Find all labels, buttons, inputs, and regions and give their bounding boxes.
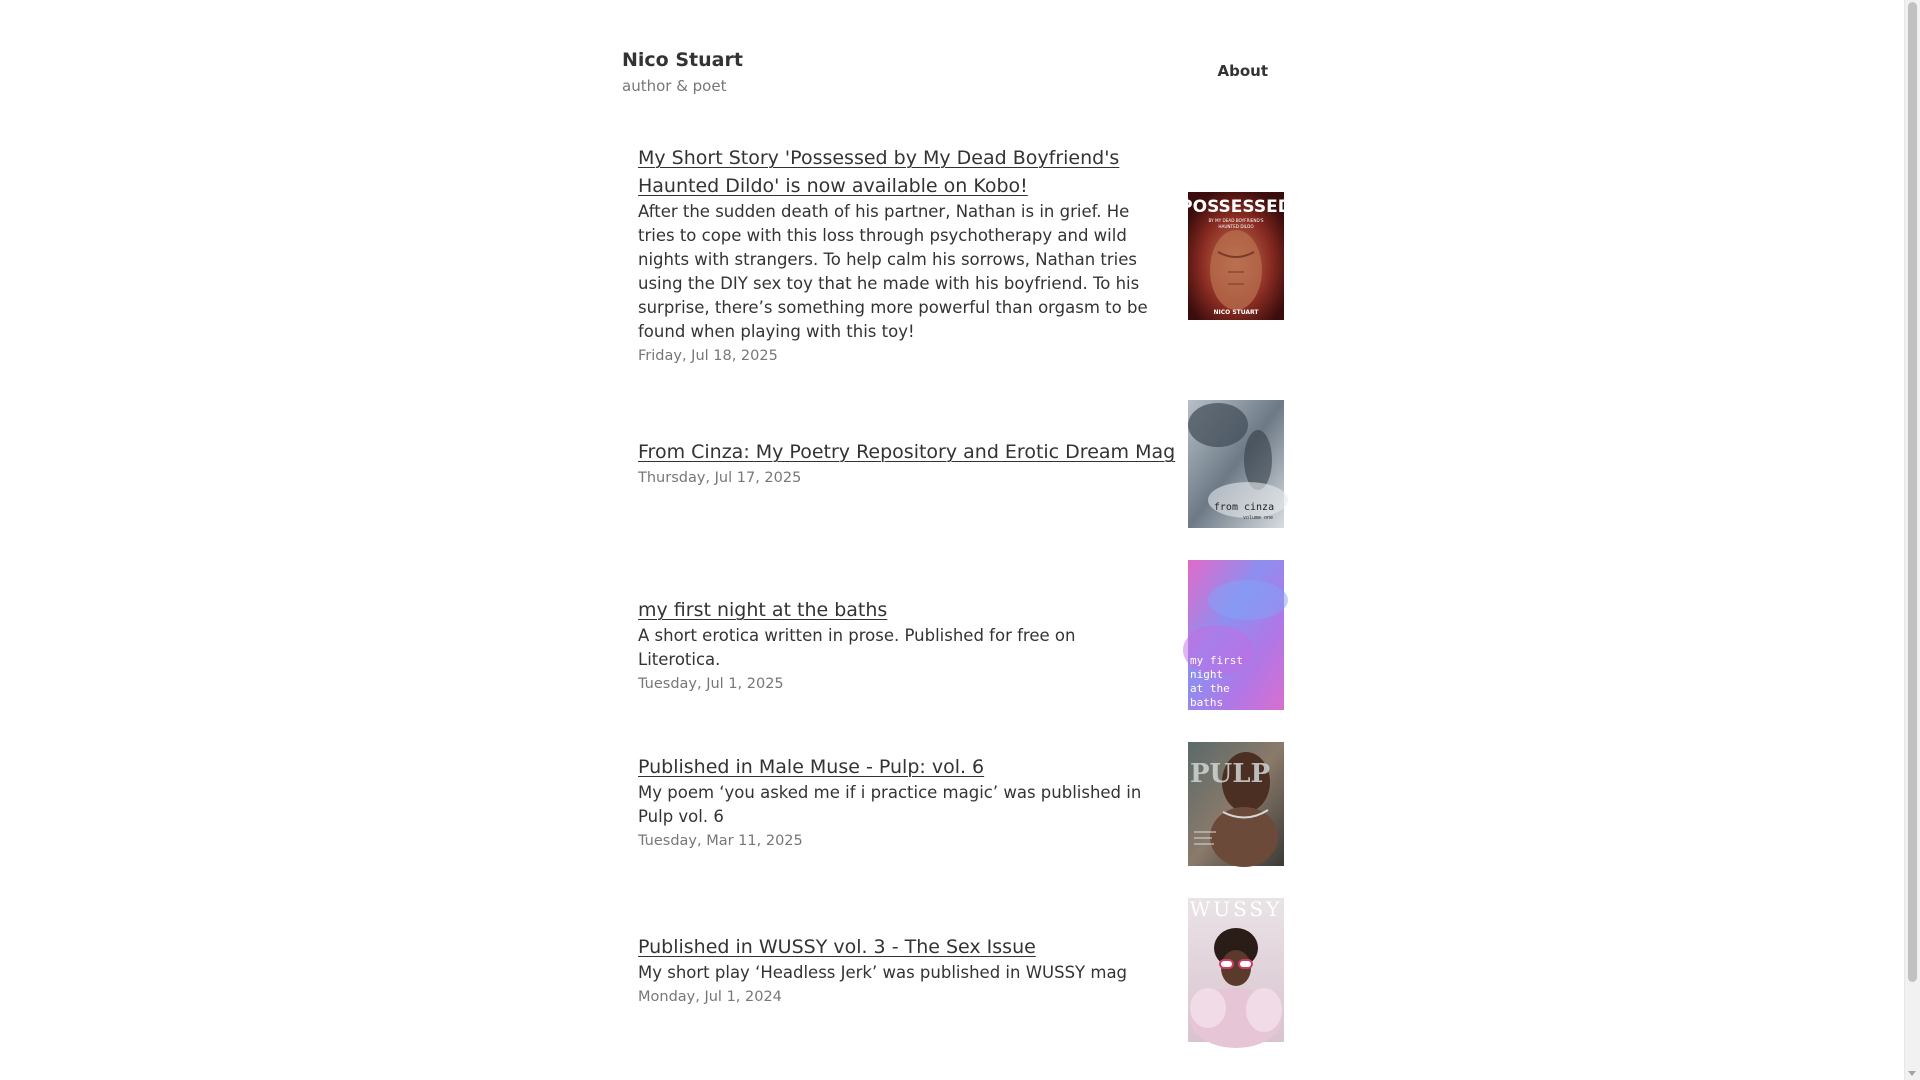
site-title[interactable]: Nico Stuart	[622, 49, 743, 71]
post-thumbnail[interactable]	[1188, 898, 1284, 1042]
cover-headline: from cinza	[1213, 502, 1275, 513]
cover-from-cinza-image	[1188, 400, 1284, 528]
cover-line: night	[1190, 668, 1224, 681]
post-item	[638, 742, 1271, 866]
post-title-link[interactable]: My Short Story 'Possessed by My Dead Boyfriend's Haunted Dildo' is now available on Kobo!	[638, 147, 1120, 197]
post-excerpt: After the sudden death of his partner, Nathan is in grief. He tries to cope with this loss through psychotherapy and wild nights with strangers. To help calm his sorrows, Nathan tries using the DIY sex toy that he made with his boyfriend. To his surprise, there’s something more powerful than orgasm to be found when playing with this toy!	[638, 202, 1148, 341]
svg-text:HAUNTED DILDO: HAUNTED DILDO	[1218, 224, 1254, 229]
cover-headline: WUSSY	[1189, 897, 1283, 921]
post-item	[638, 400, 1275, 528]
cover-author: NICO STUART	[1213, 309, 1259, 316]
cover-headline: POSSESSED	[1180, 197, 1292, 217]
post-text	[638, 753, 1158, 852]
post-item	[638, 144, 1292, 374]
site-header	[622, 0, 1268, 140]
post-date: Monday, Jul 1, 2024	[638, 989, 782, 1005]
cover-wussy-image	[1188, 898, 1284, 1042]
post-excerpt: My short play ‘Headless Jerk’ was published in WUSSY mag	[638, 963, 1128, 982]
cover-line: my first	[1190, 654, 1243, 667]
cover-first-night-image	[1188, 560, 1284, 710]
post-thumbnail[interactable]	[1188, 560, 1284, 710]
post-date: Friday, Jul 18, 2025	[638, 348, 778, 364]
post-text	[638, 438, 1176, 489]
svg-text:BY MY DEAD BOYFRIEND'S: BY MY DEAD BOYFRIEND'S	[1208, 218, 1264, 223]
post-text	[638, 596, 1158, 695]
post-item	[638, 897, 1283, 1042]
post-title-link[interactable]: Published in Male Muse - Pulp: vol. 6	[638, 756, 985, 778]
post-text	[638, 144, 1158, 367]
post-title-link[interactable]: From Cinza: My Poetry Repository and Erotic Dream Mag	[638, 441, 1176, 463]
cover-headline: PULP	[1190, 759, 1271, 789]
post-thumbnail[interactable]	[1188, 400, 1284, 528]
post-date: Thursday, Jul 17, 2025	[638, 470, 802, 486]
cover-subline: volume one	[1242, 515, 1274, 521]
content-container	[622, 0, 1292, 1005]
post-date: Tuesday, Mar 11, 2025	[638, 833, 803, 849]
nav-about-link[interactable]: About	[1217, 62, 1268, 80]
post-date: Tuesday, Jul 1, 2025	[638, 676, 784, 692]
post-title-link[interactable]: Published in WUSSY vol. 3 - The Sex Issue	[638, 936, 1036, 958]
cover-pulp-image	[1188, 742, 1284, 866]
cover-possessed-image	[1180, 192, 1292, 320]
cover-line: at the	[1190, 682, 1230, 695]
scrollbar-thumb[interactable]	[1908, 2, 1917, 982]
site-subtitle: author & poet	[622, 77, 727, 95]
post-item	[638, 560, 1268, 710]
cover-line: baths	[1190, 696, 1224, 709]
post-thumbnail[interactable]	[1180, 192, 1292, 320]
scroll-down-arrow-icon[interactable]	[1908, 1071, 1916, 1076]
post-title-link[interactable]: my first night at the baths	[638, 599, 888, 621]
post-text	[638, 933, 1158, 1008]
scrollbar[interactable]	[1904, 0, 1920, 1080]
post-excerpt: A short erotica written in prose. Published for free on Literotica.	[638, 626, 1076, 669]
post-thumbnail[interactable]	[1188, 742, 1284, 866]
post-excerpt: My poem ‘you asked me if i practice magic’ was published in Pulp vol. 6	[638, 783, 1142, 826]
